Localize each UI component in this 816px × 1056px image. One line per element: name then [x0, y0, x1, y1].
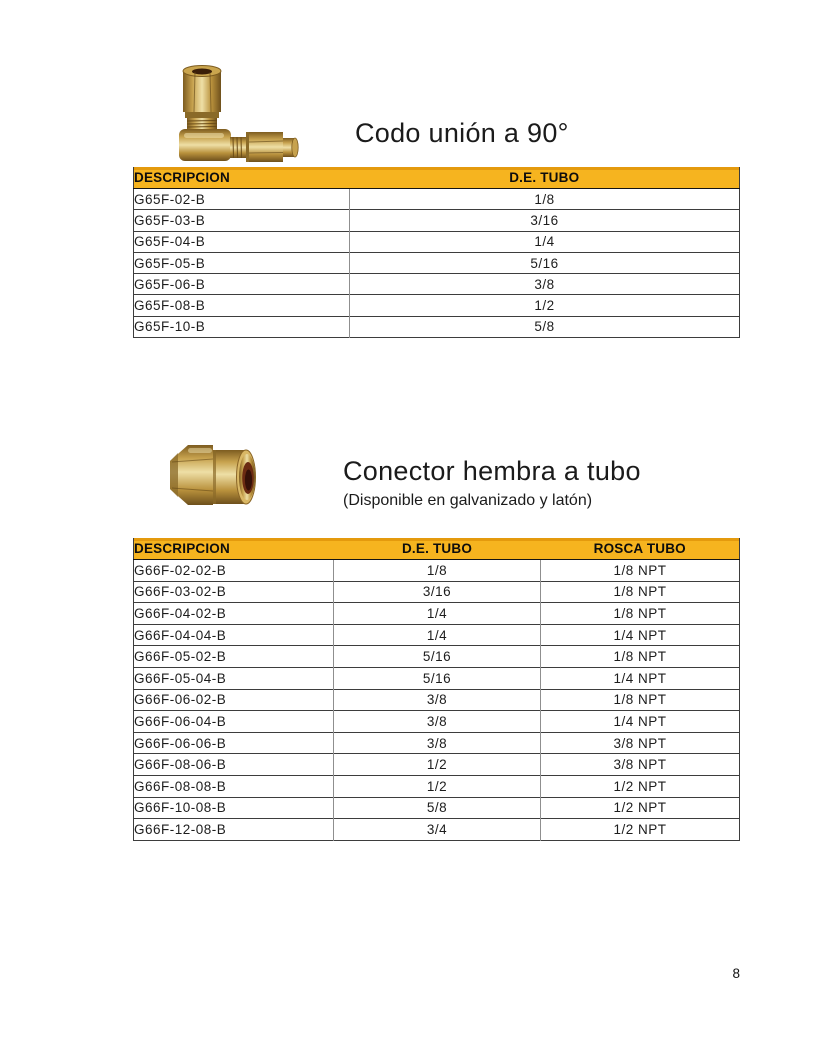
- section2-title: Conector hembra a tubo: [343, 456, 641, 486]
- table-row: [134, 819, 740, 841]
- thread-cell: 1/8 NPT: [541, 689, 740, 711]
- column-header-descripcion: DESCRIPCION: [134, 538, 334, 560]
- table-row: [134, 754, 740, 776]
- table-row: [134, 603, 740, 625]
- tube-od-cell: 5/8: [350, 316, 740, 337]
- thread-cell: 1/8 NPT: [541, 603, 740, 625]
- tube-od-cell: 3/8: [334, 732, 541, 754]
- part-number-cell: G66F-06-06-B: [134, 732, 334, 754]
- thread-cell: 1/4 NPT: [541, 667, 740, 689]
- thread-cell: 1/4 NPT: [541, 624, 740, 646]
- thread-cell: 1/8 NPT: [541, 646, 740, 668]
- part-number-cell: G65F-05-B: [134, 252, 350, 273]
- tube-od-cell: 1/4: [334, 603, 541, 625]
- thread-cell: 1/4 NPT: [541, 711, 740, 733]
- part-number-cell: G66F-05-04-B: [134, 667, 334, 689]
- part-number-cell: G66F-04-04-B: [134, 624, 334, 646]
- part-number-cell: G65F-10-B: [134, 316, 350, 337]
- table-row: [134, 797, 740, 819]
- part-number-cell: G66F-05-02-B: [134, 646, 334, 668]
- table-row: [134, 711, 740, 733]
- tube-od-cell: 5/16: [350, 252, 740, 273]
- table-row: [134, 316, 740, 337]
- tube-od-cell: 1/8: [350, 189, 740, 210]
- tube-od-cell: 5/8: [334, 797, 541, 819]
- part-number-cell: G66F-06-02-B: [134, 689, 334, 711]
- codo-union-table: [133, 167, 740, 338]
- thread-cell: 1/2 NPT: [541, 797, 740, 819]
- tube-od-cell: 1/4: [350, 231, 740, 252]
- thread-cell: 1/8 NPT: [541, 560, 740, 582]
- table-row: [134, 274, 740, 295]
- tube-od-cell: 1/2: [334, 754, 541, 776]
- table-row: [134, 295, 740, 316]
- tube-od-cell: 3/16: [350, 210, 740, 231]
- column-header-de-tubo: D.E. TUBO: [334, 538, 541, 560]
- thread-cell: 1/8 NPT: [541, 581, 740, 603]
- section2-subtitle: (Disponible en galvanizado y latón): [343, 492, 593, 509]
- tube-od-cell: 3/4: [334, 819, 541, 841]
- part-number-cell: G66F-12-08-B: [134, 819, 334, 841]
- table-row: [134, 231, 740, 252]
- part-number-cell: G66F-04-02-B: [134, 603, 334, 625]
- column-header-rosca-tubo: ROSCA TUBO: [541, 538, 740, 560]
- part-number-cell: G66F-06-04-B: [134, 711, 334, 733]
- conector-hembra-table: [133, 538, 740, 841]
- part-number-cell: G66F-10-08-B: [134, 797, 334, 819]
- tube-od-cell: 3/8: [334, 711, 541, 733]
- table-row: [134, 252, 740, 273]
- thread-cell: 3/8 NPT: [541, 732, 740, 754]
- part-number-cell: G65F-03-B: [134, 210, 350, 231]
- table-row: [134, 581, 740, 603]
- part-number-cell: G65F-04-B: [134, 231, 350, 252]
- part-number-cell: G65F-06-B: [134, 274, 350, 295]
- table-row: [134, 560, 740, 582]
- table-header-row: [134, 538, 740, 560]
- table-row: [134, 689, 740, 711]
- thread-cell: 3/8 NPT: [541, 754, 740, 776]
- part-number-cell: G66F-08-06-B: [134, 754, 334, 776]
- part-number-cell: G66F-08-08-B: [134, 775, 334, 797]
- table-row: [134, 210, 740, 231]
- column-header-descripcion: DESCRIPCION: [134, 167, 350, 189]
- table-row: [134, 646, 740, 668]
- table-row: [134, 732, 740, 754]
- tube-od-cell: 5/16: [334, 667, 541, 689]
- thread-cell: 1/2 NPT: [541, 775, 740, 797]
- tube-od-cell: 1/8: [334, 560, 541, 582]
- tube-od-cell: 1/2: [350, 295, 740, 316]
- tube-od-cell: 1/4: [334, 624, 541, 646]
- tube-od-cell: 3/8: [334, 689, 541, 711]
- table-row: [134, 189, 740, 210]
- table-row: [134, 624, 740, 646]
- part-number-cell: G66F-02-02-B: [134, 560, 334, 582]
- part-number-cell: G66F-03-02-B: [134, 581, 334, 603]
- tube-od-cell: 3/16: [334, 581, 541, 603]
- tube-od-cell: 3/8: [350, 274, 740, 295]
- thread-cell: 1/2 NPT: [541, 819, 740, 841]
- column-header-de-tubo: D.E. TUBO: [350, 167, 740, 189]
- female-connector-photo: [158, 434, 270, 516]
- section1-title: Codo unión a 90°: [355, 118, 569, 148]
- page-number: 8: [732, 966, 740, 981]
- part-number-cell: G65F-02-B: [134, 189, 350, 210]
- table-row: [134, 667, 740, 689]
- elbow-fitting-photo: [158, 63, 303, 163]
- table-row: [134, 775, 740, 797]
- tube-od-cell: 5/16: [334, 646, 541, 668]
- table-header-row: [134, 167, 740, 189]
- part-number-cell: G65F-08-B: [134, 295, 350, 316]
- tube-od-cell: 1/2: [334, 775, 541, 797]
